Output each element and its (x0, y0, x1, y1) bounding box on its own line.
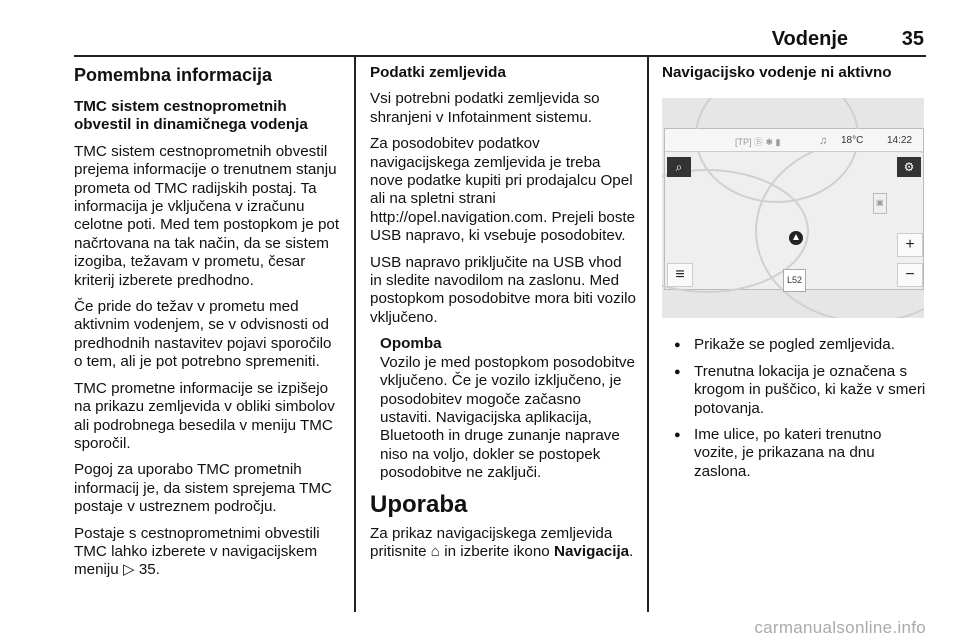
usage-bold: Navigacija (553, 542, 630, 560)
col1-paragraph: Če pride do težav v prometu med aktivnim vodenjem, se v odvisnosti od predhodnih nastavitev pojavi sporočilo o tem, ali je pot potrebno spremeniti. (74, 298, 332, 371)
col2-paragraph: USB napravo priključite na USB vhod in sledite navodilom na zaslonu. Med postopkom posodobitve mora biti vozilo vključeno. (370, 253, 636, 326)
watermark: carmanualsonline.info (754, 618, 926, 637)
page-number: 35 (901, 28, 924, 50)
header-rule (74, 55, 926, 57)
usage-end: . (629, 542, 634, 560)
col2-paragraph: Vsi potrebni podatki zemljevida so shranjeni v Infotainment sistemu. (370, 90, 600, 126)
list-item: ● Ime ulice, po kateri trenutno vozite, je prikazana na dnu zaslona. (662, 426, 928, 481)
menu-icon[interactable]: ≡ (667, 263, 693, 287)
column-3 (662, 64, 928, 489)
status-bar (665, 129, 923, 152)
clock: 14:22 (887, 135, 913, 147)
page-header (0, 28, 960, 54)
bullet-list (662, 336, 928, 481)
list-item: ● Prikaže se pogled zemljevida. (662, 336, 928, 354)
note-box (380, 335, 636, 482)
note-title: Opomba (380, 335, 442, 353)
column-1 (74, 64, 344, 588)
column-2 (370, 64, 636, 569)
col1-subheading: TMC sistem cestnoprometnih obvestil in dinamičnega vodenja (74, 98, 308, 134)
settings-icon[interactable]: ⚙ (897, 157, 921, 177)
column-divider-1 (354, 56, 356, 612)
col2-paragraph: Za posodobitev podatkov navigacijskega zemljevida je treba nove podatke kupiti pri prodajalcu Opel ali na spletni strani http://opel.navigation.com. Prejeli boste USB napravo, ki vsebuje posodobitev. (370, 135, 636, 245)
col1-paragraph-link: Postaje s cestnoprometnimi obvestili TMC lahko izberete v navigacijskem meniju ▷ 35. (74, 524, 320, 579)
col1-heading: Pomembna informacija (74, 65, 273, 85)
col1-paragraph: TMC sistem cestnoprometnih obvestil prejema informacije o trenutnem stanju prometa od TMC radijskih postaj. Ta informacija je vključena v izračunu celotne poti. Med tem postopkom je pot načrtovana na tak način, da se sistem izogiba, težavam v prometu, česar kriterij izberete predhodno. (74, 142, 340, 289)
zoom-out-button[interactable]: − (897, 263, 923, 287)
usage-text-1: Za prikaz navigacijskega zemljevida pritisnite (370, 524, 613, 560)
zoom-in-button[interactable]: + (897, 233, 923, 257)
usage-heading: Uporaba (370, 490, 468, 518)
poi-icon: ▣ (873, 193, 887, 213)
map-screen (664, 128, 924, 290)
search-icon[interactable]: ⌕ (667, 157, 691, 177)
section-title: Vodenje (771, 28, 848, 50)
status-icons: [TP] Ⓑ ✱ ▮ (735, 137, 781, 148)
usage-text-2: in izberite ikono (444, 542, 550, 560)
temperature: 18°C (841, 135, 864, 147)
list-item: ● Trenutna lokacija je označena s krogom in puščico, ki kaže v smeri potovanja. (662, 363, 928, 418)
column-divider-2 (647, 56, 649, 612)
col3-subheading: Navigacijsko vodenje ni aktivno (662, 64, 892, 81)
navigation-screen-figure (662, 98, 924, 318)
home-icon: ⌂ (430, 542, 440, 560)
road-label: L52 (783, 269, 806, 291)
col1-paragraph: Pogoj za uporabo TMC prometnih informacij je, da sistem sprejema TMC postaje v ustreznem področju. (74, 461, 332, 516)
col1-paragraph: TMC prometne informacije se izpišejo na prikazu zemljevida v obliki simbolov ali podrobnega besedila v meniju TMC sporočil. (74, 379, 335, 452)
col2-subheading: Podatki zemljevida (370, 64, 506, 81)
usage-paragraph (370, 525, 636, 562)
note-text: Vozilo je med postopkom posodobitve vključeno. Če je vozilo izključeno, je posodobitev mogoče začasno ustaviti. Navigacijska aplikacija, Bluetooth in druge zunanje naprave niso na voljo, dokler se postopek posodobitve ne zaključi. (380, 353, 635, 482)
music-icon: ♫ (819, 135, 828, 148)
